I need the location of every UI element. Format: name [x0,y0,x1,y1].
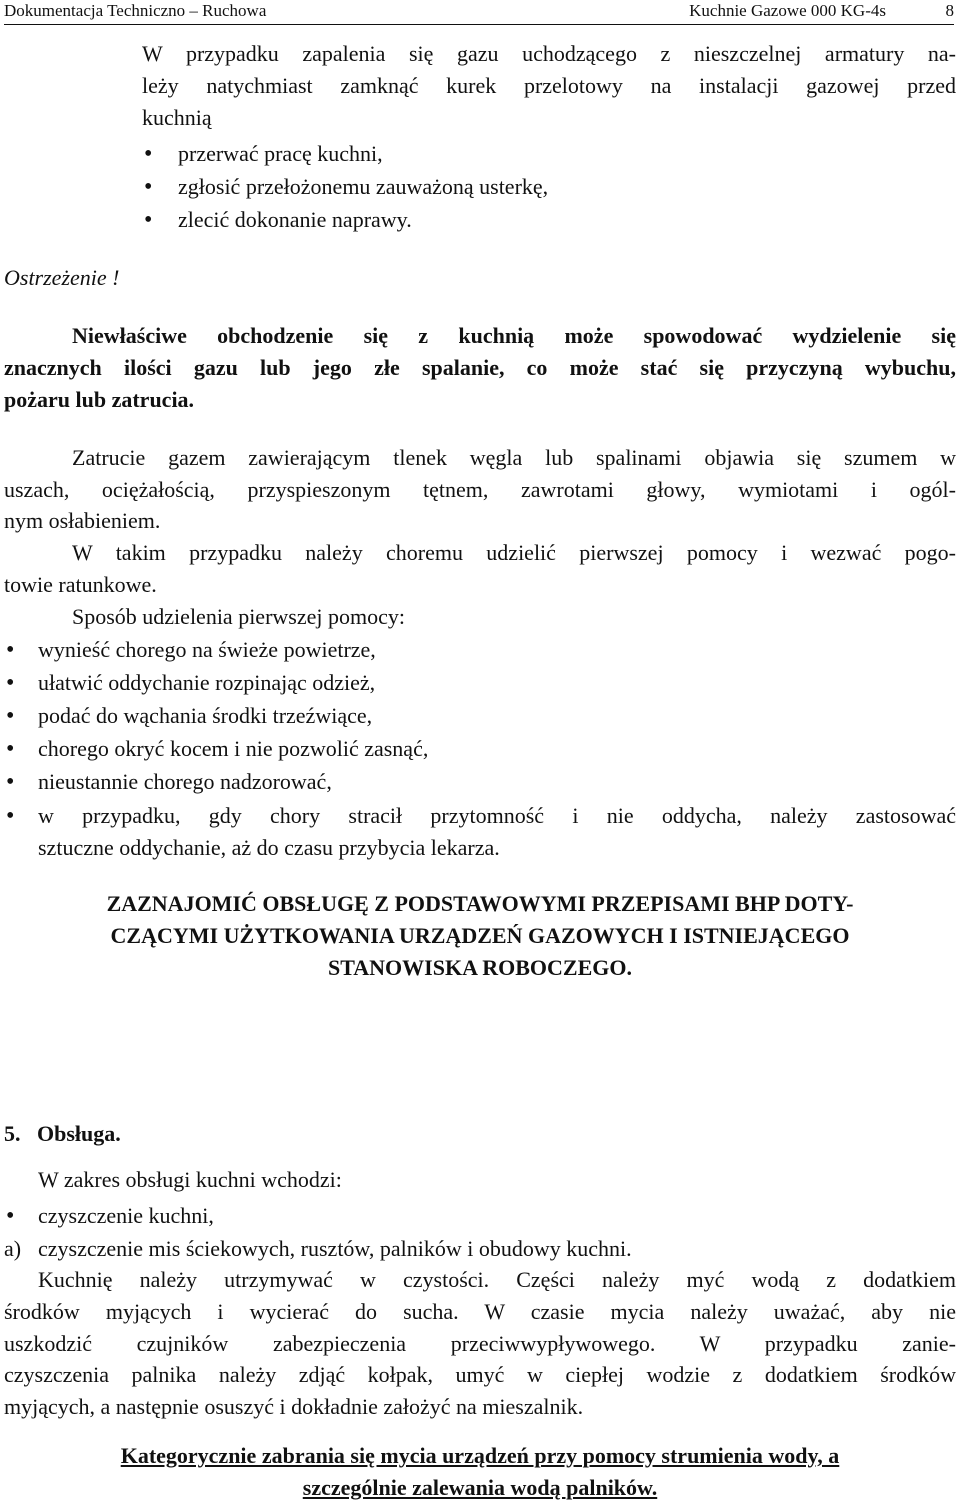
page-header [4,0,954,25]
notice-line-1: ZAZNAJOMIĆ OBSŁUGĘ Z PODSTAWOWYMI PRZEPISAMI BHP DOTY- [106,891,854,916]
bullet-dot: • [6,1203,15,1229]
intro-line-1: W przypadku zapalenia się gazu uchodzącego z nieszczelnej armatury na- [142,41,956,66]
warning-line-1: Niewłaściwe obchodzenie się z kuchnią może spowodować wydzielenie się [72,323,956,348]
firstaid-bullet-6-line-1: w przypadku, gdy chory stracił przytomność i nie oddycha, należy zastosować [38,803,956,828]
notice-line-2: CZĄCYMI UŻYTKOWANIA URZĄDZEŃ GAZOWYCH I ISTNIEJĄCEGO [110,923,850,948]
bullet-dot: • [6,736,15,762]
section5-intro: W zakres obsługi kuchni wchodzi: [38,1167,342,1192]
final-warning-line-1: Kategorycznie zabrania się mycia urządzeń przy pomocy strumienia wody, a [120,1443,840,1468]
warning-label: Ostrzeżenie ! [4,265,120,290]
item-a-marker: a) [4,1236,22,1261]
firstaid-bullet-4: chorego okryć kocem i nie pozwolić zasnąć, [38,736,429,761]
firstaid-bullet-5: nieustannie chorego nadzorować, [38,769,332,794]
poison-line-3: nym osłabieniem. [4,508,161,533]
bullet-dot: • [6,769,15,795]
section-heading: 5. Obsługa. [4,1121,121,1146]
warning-line-2: znacznych ilości gazu lub jego złe spalanie, co może stać się przyczyną wybuchu, [4,355,956,380]
cleaning-line-5: myjących, a następnie osuszyć i dokładnie założyć na mieszalnik. [4,1394,584,1419]
firstaid-bullet-1: wynieść chorego na świeże powietrze, [38,637,376,662]
poison-line-2: uszach, ociężałością, przyspieszonym tętnem, zawrotami głowy, wymiotami i ogól- [4,477,956,502]
firstaid-bullet-2: ułatwić oddychanie rozpinając odzież, [38,670,376,695]
firstaid-bullet-6-line-2: sztuczne oddychanie, aż do czasu przybycia lekarza. [38,835,500,860]
bullet-dot: • [6,803,15,829]
cleaning-line-4: czyszczenia palnika należy zdjąć kołpak, umyć w ciepłej wodzie z dodatkiem środków [4,1362,956,1387]
section5-bullet: czyszczenie kuchni, [38,1203,214,1228]
bullet-dot: • [144,141,153,167]
intro-bullet-3: zlecić dokonanie naprawy. [178,207,412,232]
intro-bullet-1: przerwać pracę kuchni, [178,141,383,166]
warning-line-3: pożaru lub zatrucia. [4,387,195,412]
intro-line-3: kuchnią [142,105,212,130]
notice-line-3: STANOWISKA ROBOCZEGO. [328,955,632,980]
poison-line-6: Sposób udzielenia pierwszej pomocy: [72,604,405,629]
poison-line-1: Zatrucie gazem zawierającym tlenek węgla lub spalinami objawia się szumem w [72,445,956,470]
bullet-dot: • [6,703,15,729]
final-warning-line-2: szczególnie zalewania wodą palników. [302,1475,658,1500]
page-number: 8 [945,1,954,20]
intro-bullet-2: zgłosić przełożonemu zauważoną usterkę, [178,174,549,199]
bullet-dot: • [144,174,153,200]
firstaid-bullet-3: podać do wąchania środki trzeźwiące, [38,703,373,728]
header-product: Kuchnie Gazowe 000 KG-4s [689,1,886,20]
cleaning-line-1: Kuchnię należy utrzymywać w czystości. Części należy myć wodą z dodatkiem [38,1267,956,1292]
cleaning-line-3: uszkodzić czujników zabezpieczenia przeciwwypływowego. W przypadku zanie- [4,1331,956,1356]
poison-line-4: W takim przypadku należy choremu udzielić pierwszej pomocy i wezwać pogo- [72,540,956,565]
cleaning-line-2: środków myjących i wycierać do sucha. W czasie mycia należy uważać, aby nie [4,1299,956,1324]
header-doc-title: Dokumentacja Techniczno – Ruchowa [4,1,267,20]
item-a-text: czyszczenie mis ściekowych, rusztów, palników i obudowy kuchni. [38,1236,632,1261]
bullet-dot: • [6,637,15,663]
poison-line-5: towie ratunkowe. [4,572,157,597]
bullet-dot: • [144,207,153,233]
bullet-dot: • [6,670,15,696]
intro-line-2: leży natychmiast zamknąć kurek przelotowy na instalacji gazowej przed [142,73,956,98]
